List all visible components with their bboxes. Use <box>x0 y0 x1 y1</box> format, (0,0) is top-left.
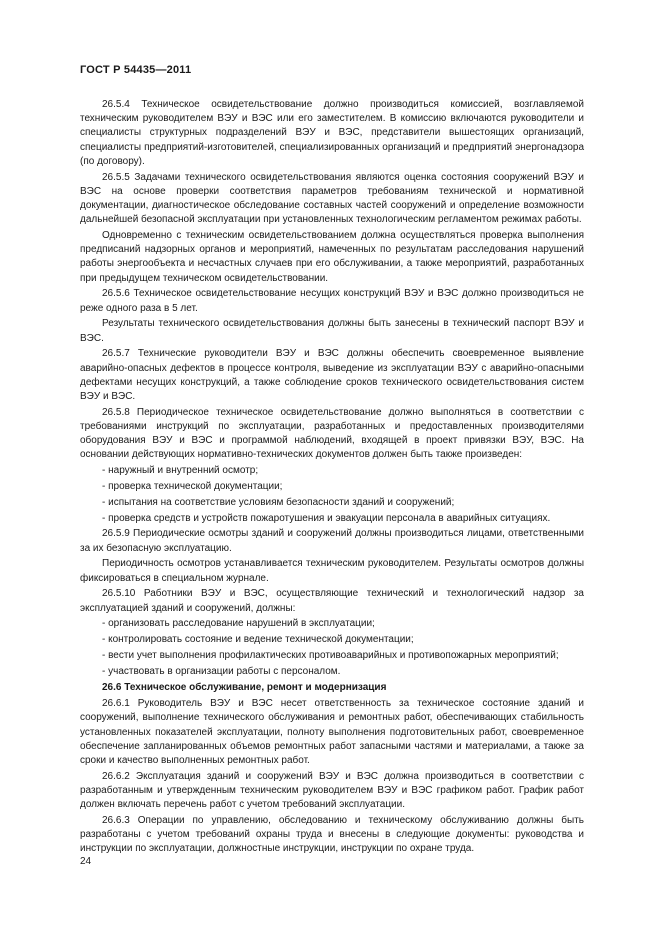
document-body <box>80 98 584 858</box>
list-item: - проверка средств и устройств пожаротушения и эвакуации персонала в аварийных ситуациях. <box>102 512 551 524</box>
paragraph: Периодичность осмотров устанавливается техническим руководителем. Результаты осмотров должны фиксироваться в специальном журнале. <box>80 558 584 584</box>
list-item: - проверка технической документации; <box>102 481 283 493</box>
paragraph: 26.5.4 Техническое освидетельствование должно производиться комиссией, возглавляемой техническим руководителем ВЭУ и ВЭС или его заместителем. В комиссию включаются руководители и специалисты структурных подразделений ВЭУ и ВЭС, представители вышестоящих организаций, специалисты предприятий-изготовителей, специализированных организаций и предприятий энергонадзора (по договору). <box>80 99 584 167</box>
list-item: - испытания на соответствие условиям безопасности зданий и сооружений; <box>102 496 455 508</box>
section-heading: 26.6 Техническое обслуживание, ремонт и модернизация <box>102 682 387 694</box>
list-item: - наружный и внутренний осмотр; <box>102 465 259 477</box>
paragraph: 26.5.6 Техническое освидетельствование несущих конструкций ВЭУ и ВЭС должно производиться не реже одного раза в 5 лет. <box>80 288 584 314</box>
paragraph: Результаты технического освидетельствования должны быть занесены в технический паспорт ВЭУ и ВЭС. <box>80 318 584 344</box>
paragraph: 26.5.7 Технические руководители ВЭУ и ВЭС должны обеспечить своевременное выявление аварийно-опасных дефектов в процессе контроля, выведение из эксплуатации ВЭУ с аварийно-опасными дефектами несущих конструкций, а также соблюдение сроков технического освидетельствования систем ВЭУ и ВЭС. <box>80 348 584 403</box>
paragraph: 26.6.1 Руководитель ВЭУ и ВЭС несет ответственность за техническое состояние зданий и сооружений, выполнение технического обслуживания и ремонтных работ, обеспечивающих стабильность установленных показателей эксплуатации, полноту выполнения подготовительных работ, своевременное обеспечение запланированных объемов ремонтных работ запасными частями и материалами, а также за сроки и качество выполненных ремонтных работ. <box>80 698 584 767</box>
paragraph: 26.5.9 Периодические осмотры зданий и сооружений должны производиться лицами, ответственными за их безопасную эксплуатацию. <box>80 528 584 554</box>
paragraph: 26.5.10 Работники ВЭУ и ВЭС, осуществляющие технический и технологический надзор за эксплуатацией зданий и сооружений, должны: <box>80 588 584 614</box>
paragraph: 26.5.8 Периодическое техническое освидетельствование должно выполняться в соответствии с требованиями инструкций по эксплуатации, разработанных и предоставленных производителями оборудования ВЭУ и ВЭС и программой наблюдений, входящей в проект привязки ВЭУ, ВЭС. На основании действующих нормативно-технических документов должен быть также произведен: <box>80 406 584 461</box>
list-item: - вести учет выполнения профилактических противоаварийных и противопожарных мероприятий; <box>102 650 559 662</box>
page-number: 24 <box>80 856 92 867</box>
paragraph: 26.6.2 Эксплуатация зданий и сооружений ВЭУ и ВЭС должна производиться в соответствии с разработанным и утвержденным техническим руководителем ВЭУ и ВЭС графиком работ. График работ должен включать перечень работ с учетом требований эксплуатации. <box>80 770 584 811</box>
list-item: - участвовать в организации работы с персоналом. <box>102 665 341 677</box>
paragraph: 26.5.5 Задачами технического освидетельствования являются оценка состояния сооружений ВЭУ и ВЭС на основе проверки соответствия параметров требованиям технической и нормативной документации, диагностическое обследование составных частей сооружений и определение возможности дальнейшей безопасной эксплуатации при установленных технологическим регламентом режимах работы. <box>80 171 584 226</box>
paragraph: Одновременно с техническим освидетельствованием должна осуществляться проверка выполнения предписаний надзорных органов и мероприятий, намеченных по результатам расследования нарушений работы энергообъекта и несчастных случаев при его обслуживании, а также мероприятий, разработанных при предыдущем техническом освидетельствовании. <box>80 230 584 284</box>
list-item: - организовать расследование нарушений в эксплуатации; <box>102 618 375 630</box>
list-item: - контролировать состояние и ведение технической документации; <box>102 634 414 646</box>
document-header: ГОСТ Р 54435—2011 <box>80 64 192 76</box>
paragraph: 26.6.3 Операции по управлению, обследованию и техническому обслуживанию должны быть разработаны с учетом требований охраны труда и внесены в следующие документы: руководства и инструкции по эксплуатации, должностные инструкции, инструкции по охране труда. <box>80 815 584 855</box>
